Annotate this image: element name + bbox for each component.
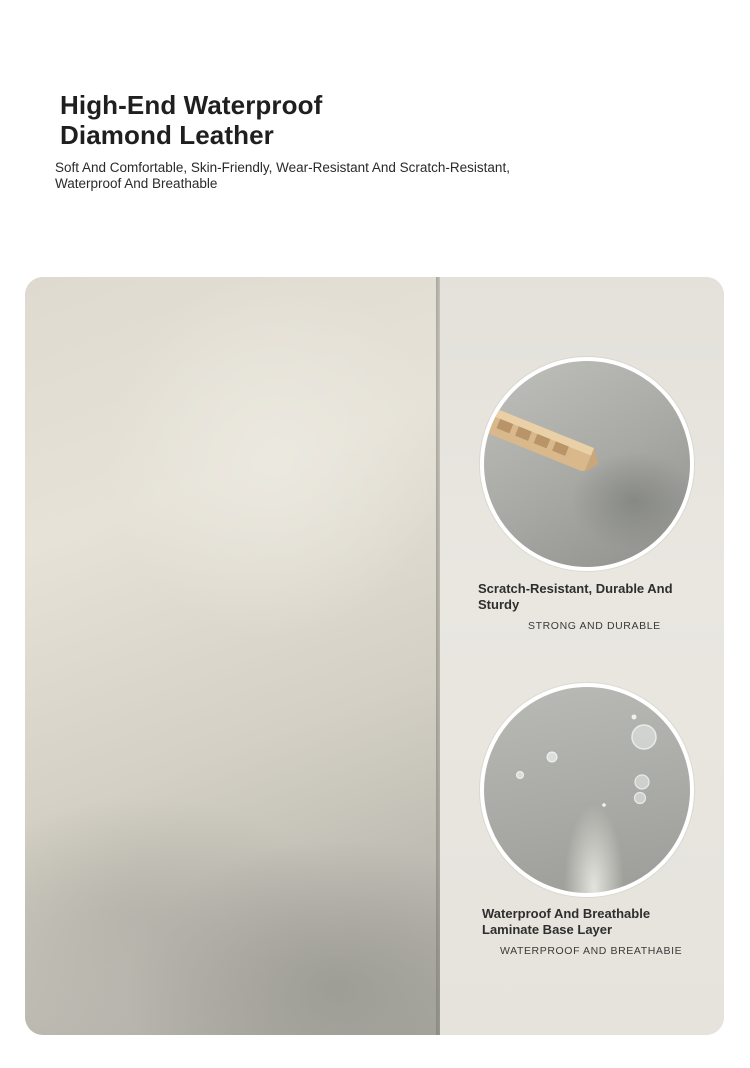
water-droplets-icon [484, 687, 690, 893]
feature-tag-scratch: STRONG AND DURABLE [528, 620, 661, 632]
feature-title-scratch: Scratch-Resistant, Durable And Sturdy [478, 581, 673, 612]
leather-closeup-photo [25, 277, 440, 1035]
header [0, 0, 750, 240]
page-title: High-End Waterproof Diamond Leather [60, 90, 323, 150]
page-subtitle: Soft And Comfortable, Skin-Friendly, Wear-Resistant And Scratch-Resistant, Waterproof And Breathable [55, 160, 510, 191]
key-scratch-icon [484, 361, 690, 567]
feature-title-waterproof: Waterproof And Breathable Laminate Base Layer [482, 906, 651, 937]
feature-tag-waterproof: WATERPROOF AND BREATHABIE [500, 945, 683, 957]
water-droplet-photo [480, 683, 694, 897]
scratch-test-photo [480, 357, 694, 571]
